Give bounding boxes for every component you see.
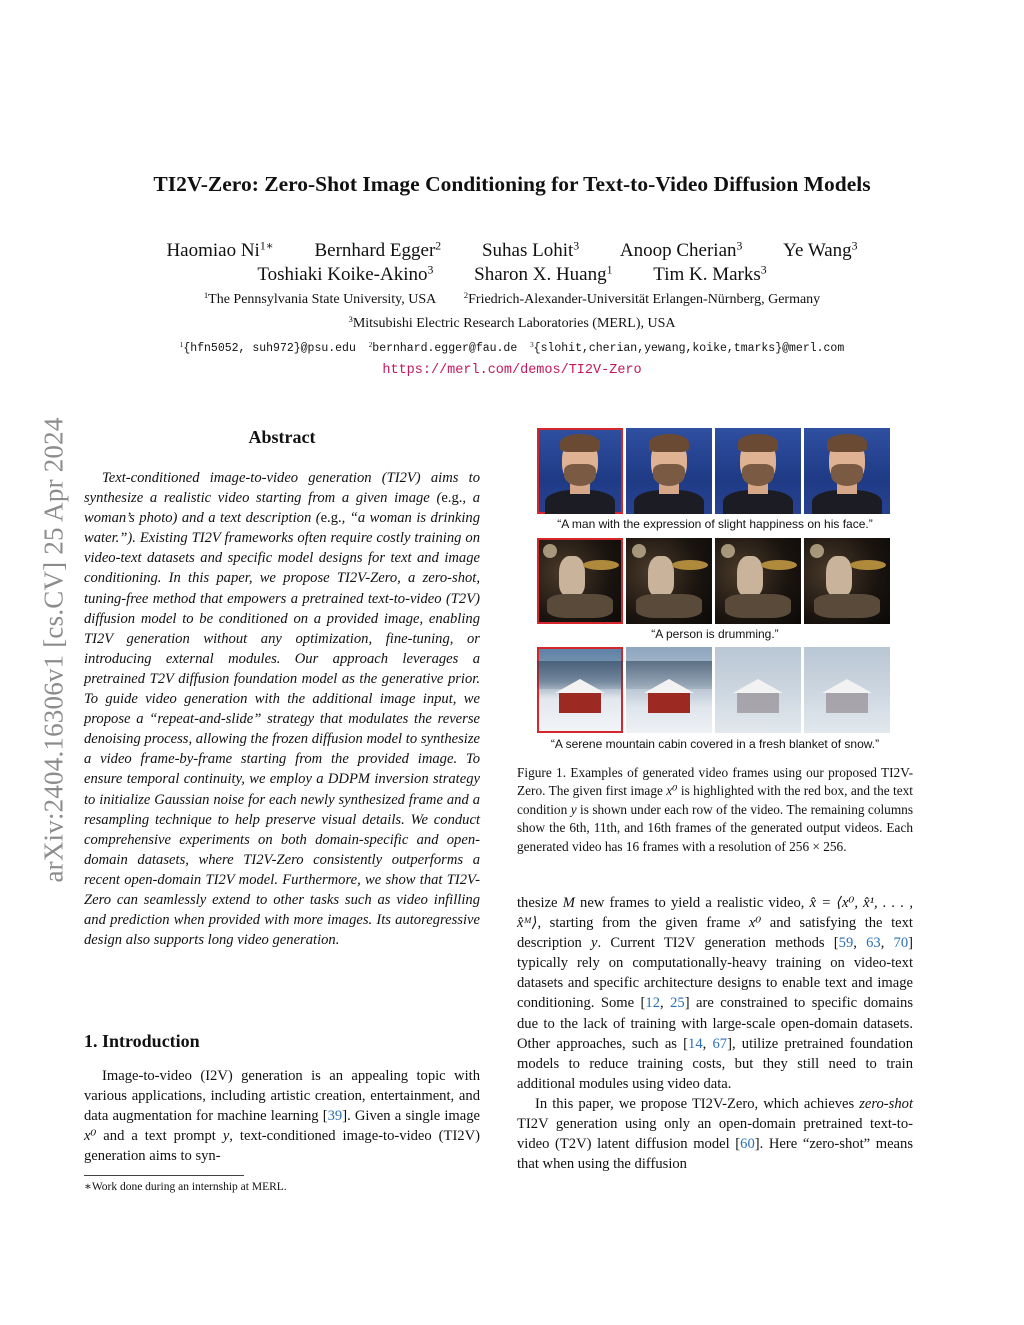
email: $^2$bernhard.egger@fau.de — [368, 341, 518, 355]
email: $^3${slohit,cherian,yewang,koike,tmarks}@merl.com — [530, 341, 845, 355]
affiliation: $^3$Mitsubishi Electric Research Laboratories (MERL), USA — [348, 314, 676, 331]
generated-frame — [626, 538, 712, 624]
figure-row-caption: “A person is drumming.” — [651, 627, 779, 641]
author: Ye Wang$^3$ — [783, 239, 858, 261]
author: Toshiaki Koike-Akino$^3$ — [257, 263, 434, 285]
citation-link[interactable]: 60 — [740, 1136, 755, 1153]
citation-link[interactable]: 63 — [866, 935, 881, 952]
generated-frame — [715, 647, 801, 733]
author: Bernhard Egger$^2$ — [314, 239, 442, 261]
input-frame-drum — [537, 538, 623, 624]
footnote-rule — [84, 1175, 244, 1176]
input-frame-cabin — [537, 647, 623, 733]
generated-frame — [715, 538, 801, 624]
author: Haomiao $Ni^{1∗}$ — [166, 239, 274, 261]
figure-row-face — [537, 428, 890, 514]
paper-title: TI2V-Zero: Zero-Shot Image Conditioning for Text-to-Video Diffusion Models — [153, 172, 871, 196]
generated-frame — [715, 428, 801, 514]
author: Suhas Lohit$^3$ — [481, 239, 580, 261]
section-heading-introduction: 1. Introduction — [84, 1031, 200, 1051]
project-url-link[interactable]: https://merl.com/demos/TI2V-Zero — [382, 363, 642, 378]
arxiv-identifier: arXiv:2404.16306v1 [cs.CV] 25 Apr 2024 — [38, 417, 69, 883]
intro-text: Image-to-video (I2V) generation is an appealing topic with various applications, including artistic creation, entertainment, and data augmentation for machine learning [39]. Given a single image x⁰ and a text prompt y, text-conditioned image-to-video (TI2V) generation aims to syn- — [84, 1068, 480, 1165]
authors-row-1 — [0, 240, 1024, 262]
generated-frame — [626, 647, 712, 733]
right-column-body: thesize M new frames to yield a realistic video, x̂ = ⟨x⁰, x̂¹, . . . , x̂ᴹ⟩, starting from the given frame x⁰ and satisfying the text description y. Current TI2V generation methods [59, 63, 70] typically rely on computationally-heavy training on video-text datasets and specific architecture designs to enable text and image conditioning. Some [12, 25] are constrained to specific domains due to the lack of training with large-scale open-domain datasets. Other approaches, such as [14, 67], utilize pretrained foundation models to reduce training costs, but they still need to train additional modules using video data. In this paper, we propose TI2V-Zero, which achieves zero-shot TI2V generation using only an open-domain pretrained text-to-video (T2V) latent diffusion model [60]. Here “zero-shot” means that when using the diffusion — [517, 895, 914, 1173]
citation-link[interactable]: 70 — [893, 935, 909, 952]
citation-link[interactable]: 39 — [327, 1108, 343, 1125]
figure-caption: Figure 1. Examples of generated video frames using our proposed TI2V-Zero. The given first image x⁰ is highlighted with the red box, and the text condition y is shown under each row of the video. The remaining columns show the 6th, 11th, and 16th frames of the generated output videos. Each generated video has 16 frames with a resolution of 256 × 256. — [517, 765, 913, 854]
email: $^1${hfn5052, suh972}@psu.edu — [179, 341, 356, 355]
figure-row-cabin — [537, 647, 890, 733]
input-frame-face — [537, 428, 623, 514]
authors-row-2 — [0, 264, 1024, 286]
citation-link[interactable]: 14 — [688, 1035, 703, 1052]
citation-link[interactable]: 25 — [670, 995, 685, 1012]
footnote: ∗Work done during an internship at MERL. — [84, 1181, 287, 1193]
affiliations-row-2 — [0, 316, 1024, 332]
figure-row-caption: “A man with the expression of slight happiness on his face.” — [557, 517, 873, 531]
affiliation: $^1$The Pennsylvania State University, USA — [203, 290, 437, 307]
emails — [0, 342, 1024, 355]
citation-link[interactable]: 59 — [838, 935, 854, 952]
citation-link[interactable]: 12 — [645, 995, 660, 1012]
generated-frame — [804, 428, 890, 514]
author: Tim K. Marks$^3$ — [653, 263, 767, 285]
citation-link[interactable]: 67 — [712, 1035, 728, 1052]
affiliation: $^2$Friedrich-Alexander-Universität Erlangen-Nürnberg, Germany — [463, 290, 821, 307]
author: Anoop Cherian$^3$ — [619, 239, 743, 261]
affiliations-row-1 — [0, 292, 1024, 308]
generated-frame — [626, 428, 712, 514]
author: Sharon X. Huang$^1$ — [474, 263, 613, 285]
figure-row-drum — [537, 538, 890, 624]
figure-row-caption: “A serene mountain cabin covered in a fresh blanket of snow.” — [550, 737, 880, 751]
abstract-text: Text-conditioned image-to-video generation (TI2V) aims to synthesize a realistic video starting from a given image (e.g., a woman’s photo) and a text description (e.g., “a woman is drinking water.”). Existing TI2V frameworks often require costly training on video-text datasets and specific model designs for text and image conditioning. In this paper, we propose TI2V-Zero, a zero-shot, tuning-free method that empowers a pretrained text-to-video (T2V) diffusion model to be conditioned on a provided image, enabling TI2V generation without any optimization, fine-tuning, or introducing external modules. Our approach leverages a pretrained T2V diffusion foundation model as the generative prior. To guide video generation with the additional image input, we propose a “repeat-and-slide” strategy that modulates the reverse denoising process, allowing the frozen diffusion model to synthesize a video frame-by-frame starting from the provided image. To ensure temporal continuity, we employ a DDPM inversion strategy to initialize Gaussian noise for each newly synthesized frame and a resampling technique to help preserve visual details. We conduct comprehensive experiments on both domain-specific and open-domain datasets, where TI2V-Zero consistently outperforms a recent open-domain TI2V model. Furthermore, we show that TI2V-Zero can seamlessly extend to other tasks such as video infilling and prediction when provided with more images. Its autoregressive design also supports long video generation. — [84, 470, 481, 949]
abstract-heading: Abstract — [248, 427, 316, 447]
generated-frame — [804, 538, 890, 624]
generated-frame — [804, 647, 890, 733]
